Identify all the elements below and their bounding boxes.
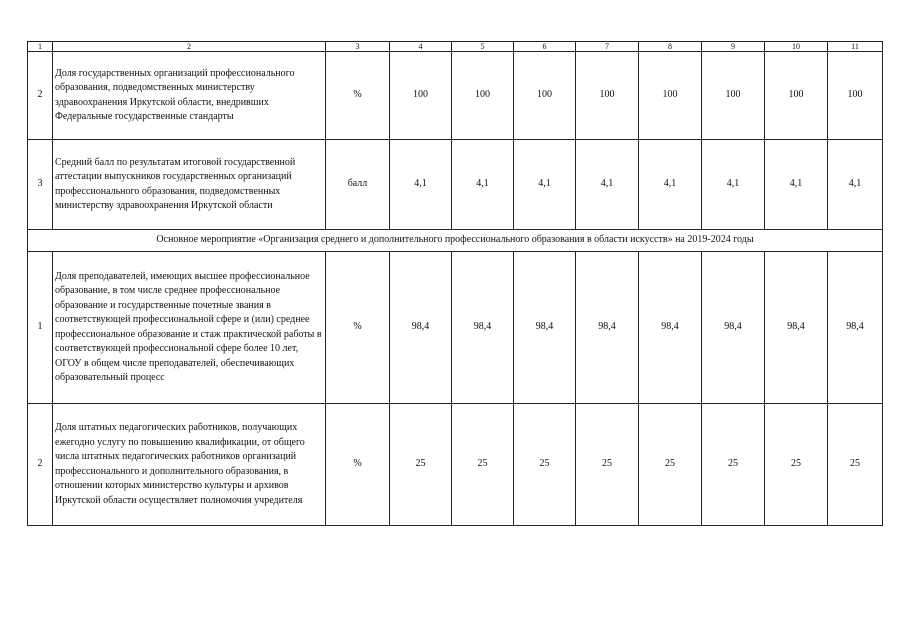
value-cell: 98,4	[765, 252, 828, 404]
value-cell: 98,4	[390, 252, 452, 404]
value-cell: 100	[452, 52, 514, 140]
header-cell: 6	[514, 42, 576, 52]
value-cell: 4,1	[828, 140, 883, 230]
value-cell: 100	[390, 52, 452, 140]
table-row	[28, 404, 883, 526]
value-cell: 4,1	[390, 140, 452, 230]
value-cell: 100	[765, 52, 828, 140]
value-cell: 98,4	[576, 252, 639, 404]
value-cell: 25	[514, 404, 576, 526]
value-cell: 25	[576, 404, 639, 526]
header-cell: 8	[639, 42, 702, 52]
row-number: 2	[28, 404, 53, 526]
value-cell: 25	[390, 404, 452, 526]
value-cell: 100	[828, 52, 883, 140]
row-number: 3	[28, 140, 53, 230]
header-cell: 5	[452, 42, 514, 52]
value-cell: 100	[702, 52, 765, 140]
value-cell: 4,1	[452, 140, 514, 230]
unit-cell: балл	[326, 140, 390, 230]
unit-cell: %	[326, 52, 390, 140]
value-cell: 25	[452, 404, 514, 526]
column-number-header	[28, 42, 883, 52]
indicator-name: Доля преподавателей, имеющих высшее профессиональное образование, в том числе среднее профессиональное образование и государственные почетные звания в соответствующей профессиональной сфере и (или) среднее профессиональное образование и стаж практической работы в соответствующей профессиональной сфере более 10 лет, ОГОУ в общем числе преподавателей, обеспечивающих образовательный процесс	[53, 252, 326, 404]
indicator-name: Доля штатных педагогических работников, получающих ежегодно услугу по повышению квалификации, от общего числа штатных педагогических работников организаций профессионального и дополнительного образования, в отношении которых министерство культуры и архивов Иркутской области осуществляет полномочия учредителя	[53, 404, 326, 526]
value-cell: 100	[639, 52, 702, 140]
indicator-name: Доля государственных организаций профессионального образования, подведомственных министерству здравоохранения Иркутской области, внедривших Федеральные государственные стандарты	[53, 52, 326, 140]
value-cell: 4,1	[514, 140, 576, 230]
value-cell: 100	[514, 52, 576, 140]
indicator-name: Средний балл по результатам итоговой государственной аттестации выпускников государственных организаций профессионального образования, подведомственных министерству здравоохранения Иркутской области	[53, 140, 326, 230]
header-cell: 9	[702, 42, 765, 52]
value-cell: 25	[828, 404, 883, 526]
row-number: 1	[28, 252, 53, 404]
header-cell: 2	[53, 42, 326, 52]
value-cell: 25	[702, 404, 765, 526]
value-cell: 4,1	[702, 140, 765, 230]
table-row	[28, 52, 883, 140]
unit-cell: %	[326, 252, 390, 404]
value-cell: 25	[639, 404, 702, 526]
row-number: 2	[28, 52, 53, 140]
value-cell: 98,4	[514, 252, 576, 404]
unit-cell: %	[326, 404, 390, 526]
value-cell: 4,1	[639, 140, 702, 230]
indicators-table	[27, 41, 883, 526]
value-cell: 98,4	[702, 252, 765, 404]
table-row	[28, 252, 883, 404]
header-cell: 3	[326, 42, 390, 52]
section-row	[28, 230, 883, 252]
value-cell: 4,1	[576, 140, 639, 230]
header-cell: 10	[765, 42, 828, 52]
value-cell: 98,4	[639, 252, 702, 404]
table-row	[28, 140, 883, 230]
header-cell: 11	[828, 42, 883, 52]
header-cell: 4	[390, 42, 452, 52]
header-cell: 1	[28, 42, 53, 52]
value-cell: 100	[576, 52, 639, 140]
value-cell: 4,1	[765, 140, 828, 230]
value-cell: 25	[765, 404, 828, 526]
header-cell: 7	[576, 42, 639, 52]
value-cell: 98,4	[452, 252, 514, 404]
section-title: Основное мероприятие «Организация среднего и дополнительного профессионального образования в области искусств» на 2019-2024 годы	[28, 230, 883, 252]
value-cell: 98,4	[828, 252, 883, 404]
